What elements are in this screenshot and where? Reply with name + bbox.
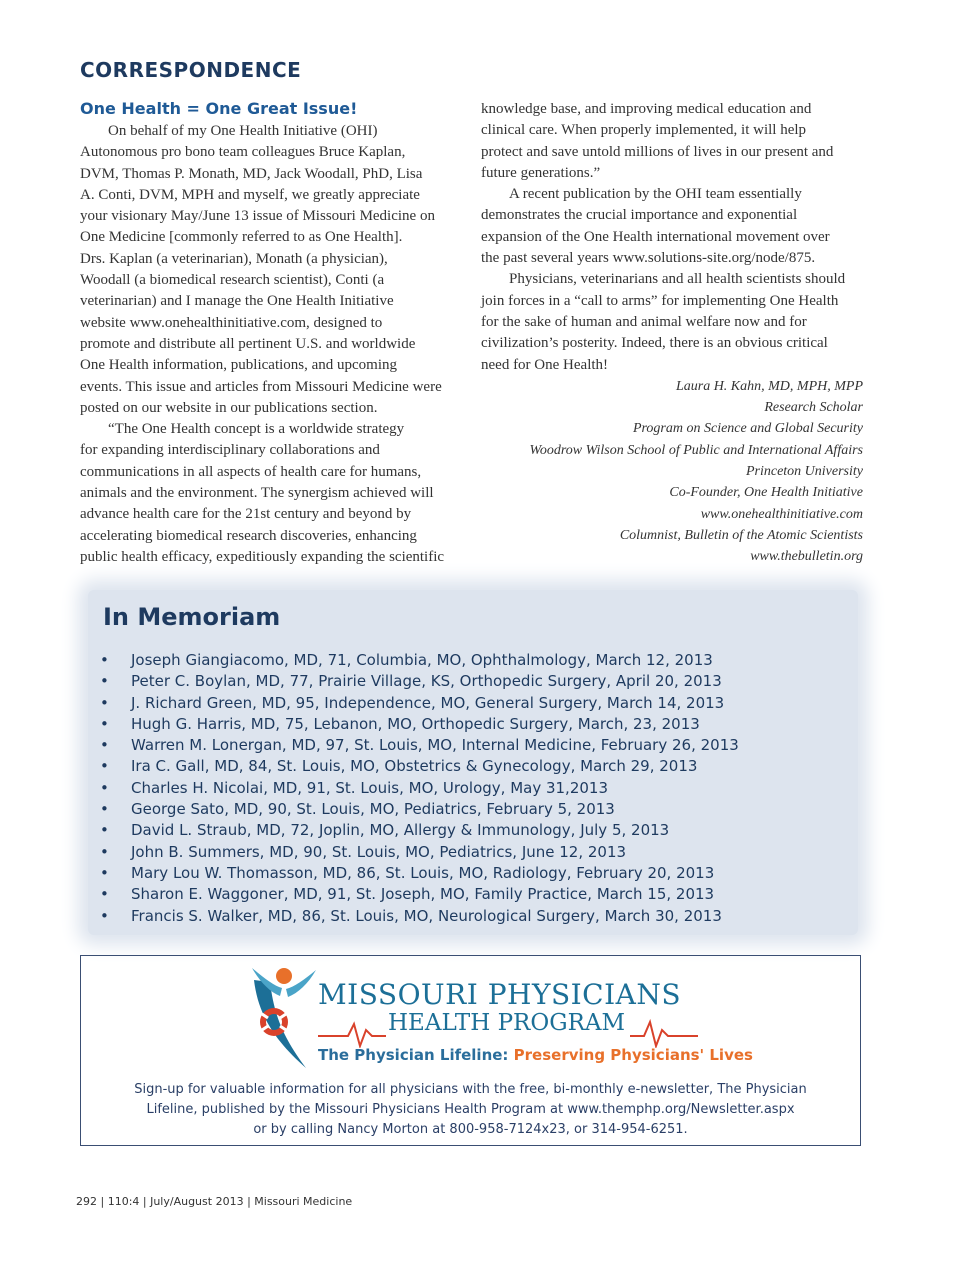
tagline-part1: The Physician Lifeline: bbox=[318, 1046, 509, 1064]
list-item bbox=[100, 906, 739, 927]
letter-line: A. Conti, DVM, MPH and myself, we greatly appreciate bbox=[80, 186, 420, 203]
letter-line: Autonomous pro bono team colleagues Bruce Kaplan, bbox=[80, 144, 406, 161]
memoriam-entry: Charles H. Nicolai, MD, 91, St. Louis, MO, Urology, May 31,2013 bbox=[131, 778, 608, 797]
memoriam-entry: George Sato, MD, 90, St. Louis, MO, Pediatrics, February 5, 2013 bbox=[131, 800, 615, 819]
bullet-icon: • bbox=[100, 863, 109, 882]
bullet-icon: • bbox=[100, 906, 109, 925]
heartbeat-right-icon bbox=[630, 1022, 698, 1046]
signature-line: Columnist, Bulletin of the Atomic Scientists bbox=[619, 527, 863, 543]
list-item bbox=[100, 735, 739, 756]
section-heading: CORRESPONDENCE bbox=[80, 58, 302, 82]
signature-line: www.thebulletin.org bbox=[750, 549, 863, 565]
memoriam-entry: Sharon E. Waggoner, MD, 91, St. Joseph, MO, Family Practice, March 15, 2013 bbox=[131, 885, 715, 904]
letter-line: One Health information, publications, and upcoming bbox=[80, 357, 398, 374]
signature-line: Research Scholar bbox=[764, 400, 863, 416]
letter-line: communications in all aspects of health care for humans, bbox=[80, 463, 422, 480]
letter-line: “The One Health concept is a worldwide strategy bbox=[108, 421, 405, 438]
memoriam-entry: J. Richard Green, MD, 95, Independence, MO, General Surgery, March 14, 2013 bbox=[131, 693, 725, 712]
memoriam-entry: Peter C. Boylan, MD, 77, Prairie Village, KS, Orthopedic Surgery, April 20, 2013 bbox=[131, 672, 722, 691]
bullet-icon: • bbox=[100, 736, 109, 755]
ad-text-line: Lifeline, published by the Missouri Physicians Health Program at www.themphp.org/Newsletter.aspx bbox=[146, 1102, 795, 1117]
letter-line: posted on our website in our publications section. bbox=[80, 399, 378, 416]
letter-line: your visionary May/June 13 issue of Missouri Medicine on bbox=[80, 208, 435, 225]
logo-text-line1: MISSOURI PHYSICIANS bbox=[318, 978, 682, 1011]
list-item bbox=[100, 842, 739, 863]
letter-line: One Medicine [commonly referred to as One Health]. bbox=[80, 229, 403, 246]
bullet-icon: • bbox=[100, 800, 109, 819]
ad-text-line: or by calling Nancy Morton at 800-958-7124x23, or 314-954-6251. bbox=[253, 1122, 688, 1137]
memoriam-entry: Hugh G. Harris, MD, 75, Lebanon, MO, Orthopedic Surgery, March, 23, 2013 bbox=[131, 714, 700, 733]
letter-line: join forces in a “call to arms” for implementing One Health bbox=[481, 292, 839, 309]
signature-line: Princeton University bbox=[745, 464, 863, 480]
letter-line: events. This issue and articles from Missouri Medicine were bbox=[80, 378, 442, 395]
letter-line: accelerating biomedical research discoveries, enhancing bbox=[80, 527, 417, 544]
memoriam-entry: Joseph Giangiacomo, MD, 71, Columbia, MO, Ophthalmology, March 12, 2013 bbox=[131, 651, 713, 669]
signature-line: Co-Founder, One Health Initiative bbox=[669, 485, 863, 501]
bullet-icon: • bbox=[100, 714, 109, 733]
bullet-icon: • bbox=[100, 885, 109, 904]
letter-title: One Health = One Great Issue! bbox=[80, 99, 358, 118]
letter-line: for the sake of human and animal welfare now and for bbox=[481, 313, 807, 330]
list-item bbox=[100, 714, 739, 735]
letter-line: DVM, Thomas P. Monath, MD, Jack Woodall, PhD, Lisa bbox=[80, 165, 423, 182]
list-item bbox=[100, 884, 739, 905]
memoriam-title: In Memoriam bbox=[103, 603, 281, 631]
tagline-part2: Preserving Physicians' Lives bbox=[513, 1046, 753, 1064]
list-item bbox=[100, 799, 739, 820]
letter-line: the past several years www.solutions-site.org/node/875. bbox=[481, 250, 816, 267]
mphp-figure-logo-icon bbox=[248, 962, 320, 1074]
ad-description bbox=[80, 1080, 861, 1140]
letter-line: civilization’s posterity. Indeed, there is an obvious critical bbox=[481, 335, 828, 352]
bullet-icon: • bbox=[100, 757, 109, 776]
letter-line: Woodall (a biomedical research scientist), Conti (a bbox=[80, 272, 385, 289]
letter-line: promote and distribute all pertinent U.S. and worldwide bbox=[80, 335, 416, 352]
bullet-icon: • bbox=[100, 651, 109, 669]
letter-line: expansion of the One Health international movement over bbox=[481, 228, 830, 245]
page-footer: 292 | 110:4 | July/August 2013 | Missouri Medicine bbox=[76, 1195, 353, 1208]
letter-line: advance health care for the 21st century and beyond by bbox=[80, 506, 412, 523]
list-item bbox=[100, 820, 739, 841]
logo-tagline bbox=[318, 1046, 753, 1064]
letter-line: A recent publication by the OHI team essentially bbox=[509, 186, 802, 203]
letter-line: future generations.” bbox=[481, 164, 601, 181]
memoriam-entry: Ira C. Gall, MD, 84, St. Louis, MO, Obstetrics & Gynecology, March 29, 2013 bbox=[131, 757, 698, 776]
memoriam-list bbox=[100, 650, 739, 927]
ad-text-line: Sign-up for valuable information for all physicians with the free, bi-monthly e-newsletter, The Physician bbox=[134, 1082, 807, 1097]
memoriam-entry: Warren M. Lonergan, MD, 97, St. Louis, MO, Internal Medicine, February 26, 2013 bbox=[131, 736, 739, 755]
letter-line: veterinarian) and I manage the One Health Initiative bbox=[80, 293, 394, 310]
memoriam-entry: John B. Summers, MD, 90, St. Louis, MO, Pediatrics, June 12, 2013 bbox=[131, 842, 627, 861]
list-item bbox=[100, 756, 739, 777]
bullet-icon: • bbox=[100, 672, 109, 691]
list-item bbox=[100, 693, 739, 714]
list-item bbox=[100, 671, 739, 692]
signature-line: Woodrow Wilson School of Public and International Affairs bbox=[529, 442, 863, 458]
letter-line: knowledge base, and improving medical education and bbox=[481, 101, 812, 117]
letter-line: clinical care. When properly implemented, it will help bbox=[481, 122, 807, 139]
letter-line: animals and the environment. The synergism achieved will bbox=[80, 485, 434, 502]
memoriam-entry: David L. Straub, MD, 72, Joplin, MO, Allergy & Immunology, July 5, 2013 bbox=[131, 821, 670, 840]
bullet-icon: • bbox=[100, 821, 109, 840]
heartbeat-left-icon bbox=[318, 1024, 386, 1046]
letter-line: Drs. Kaplan (a veterinarian), Monath (a physician), bbox=[80, 250, 388, 267]
letter-line: public health efficacy, expeditiously expanding the scientific bbox=[80, 548, 445, 565]
list-item bbox=[100, 863, 739, 884]
letter-line: protect and save untold millions of lives in our present and bbox=[481, 143, 834, 160]
bullet-icon: • bbox=[100, 778, 109, 797]
letter-line: Physicians, veterinarians and all health scientists should bbox=[509, 271, 846, 288]
signature-line: www.onehealthinitiative.com bbox=[700, 506, 863, 522]
bullet-icon: • bbox=[100, 693, 109, 712]
letter-column-right bbox=[481, 99, 863, 568]
letter-line: demonstrates the crucial importance and exponential bbox=[481, 207, 798, 224]
memoriam-entry: Francis S. Walker, MD, 86, St. Louis, MO, Neurological Surgery, March 30, 2013 bbox=[131, 906, 722, 925]
memoriam-entry: Mary Lou W. Thomasson, MD, 86, St. Louis, MO, Radiology, February 20, 2013 bbox=[131, 863, 715, 882]
bullet-icon: • bbox=[100, 842, 109, 861]
letter-line: On behalf of my One Health Initiative (OHI) bbox=[108, 123, 378, 139]
signature-line: Program on Science and Global Security bbox=[632, 421, 863, 437]
logo-text-line2: HEALTH PROGRAM bbox=[388, 1010, 626, 1036]
list-item bbox=[100, 650, 739, 671]
list-item bbox=[100, 778, 739, 799]
letter-line: for expanding interdisciplinary collaborations and bbox=[80, 442, 380, 459]
letter-column-left bbox=[80, 121, 460, 568]
logo-head-icon bbox=[276, 968, 292, 984]
signature-line: Laura H. Kahn, MD, MPH, MPP bbox=[675, 378, 863, 394]
letter-line: need for One Health! bbox=[481, 356, 609, 373]
letter-line: website www.onehealthinitiative.com, designed to bbox=[80, 314, 383, 331]
